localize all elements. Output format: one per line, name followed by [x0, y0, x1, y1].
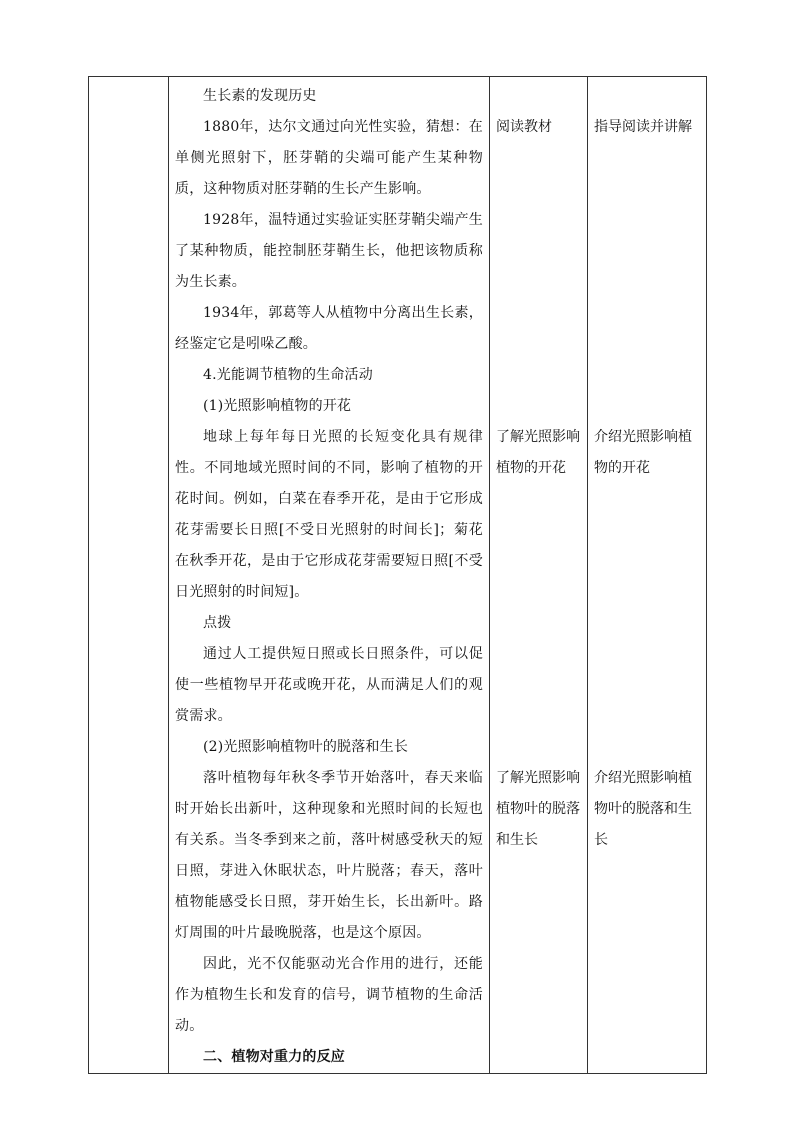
content-paragraph: 4.光能调节植物的生命活动 [203, 367, 373, 383]
content-paragraph: 1928年，温特通过实验证实胚芽鞘尖端产生了某种物质，能控制胚芽鞘生长，他把该物质称为生长素。 [175, 212, 483, 290]
content-paragraph: 因此，光不仅能驱动光合作用的进行，还能作为植物生长和发育的信号，调节植物的生命活动。 [175, 956, 483, 1034]
content-cell [169, 77, 490, 1074]
table-row [89, 77, 707, 1074]
teacher-activity-cell [588, 77, 707, 1074]
content-paragraph: (1)光照影响植物的开花 [203, 398, 352, 414]
teacher-activity: 介绍光照影响植物叶的脱落和生长 [594, 770, 692, 848]
section-cell [89, 77, 169, 1074]
teacher-activity: 介绍光照影响植物的开花 [594, 429, 692, 476]
content-paragraph: (2)光照影响植物叶的脱落和生长 [203, 739, 409, 755]
content-paragraph: 1880年，达尔文通过向光性实验，猜想：在单侧光照射下，胚芽鞘的尖端可能产生某种物质，这种物质对胚芽鞘的生长产生影响。 [175, 119, 483, 197]
student-activity: 阅读教材 [496, 119, 552, 135]
teacher-activity: 指导阅读并讲解 [594, 119, 692, 135]
content-paragraph: 生长素的发现历史 [203, 88, 317, 104]
student-activity: 了解光照影响植物叶的脱落和生长 [496, 770, 580, 848]
content-paragraph: 地球上每年每日光照的长短变化具有规律性。不同地域光照时间的不同，影响了植物的开花时间。例如，白菜在春季开花，是由于它形成花芽需要长日照[不受日光照射的时间长]；菊花在秋季开花，是由于它形成花芽需要短日照[不受日光照射的时间短]。 [175, 429, 483, 600]
student-activity-cell [490, 77, 588, 1074]
content-paragraph: 通过人工提供短日照或长日照条件，可以促使一些植物早开花或晚开花，从而满足人们的观赏需求。 [175, 646, 483, 724]
content-paragraph: 1934年，郭葛等人从植物中分离出生长素，经鉴定它是吲哚乙酸。 [175, 305, 483, 352]
content-paragraph: 点拨 [203, 615, 232, 631]
student-activity: 了解光照影响植物的开花 [496, 429, 580, 476]
content-paragraph: 落叶植物每年秋冬季节开始落叶，春天来临时开始长出新叶，这种现象和光照时间的长短也有关系。当冬季到来之前，落叶树感受秋天的短日照，芽进入休眠状态，叶片脱落；春天，落叶植物能感受长日照，芽开始生长，长出新叶。路灯周围的叶片最晚脱落，也是这个原因。 [175, 770, 483, 941]
section-heading: 二、植物对重力的反应 [203, 1049, 345, 1065]
lesson-plan-table [88, 76, 707, 1074]
